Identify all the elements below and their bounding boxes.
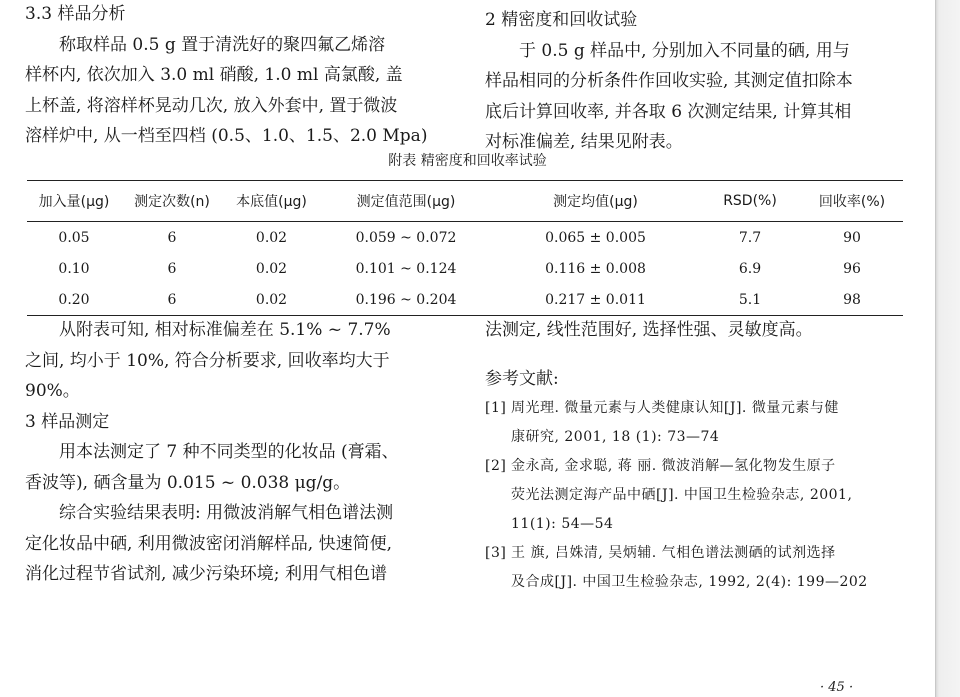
paragraph-line: 于 0.5 g 样品中, 分别加入不同量的硒, 用与 (519, 40, 850, 61)
reference-line: 11(1): 54—54 (511, 516, 614, 532)
paragraph-line: 香波等), 硒含量为 0.015 ~ 0.038 μg/g。 (25, 472, 351, 493)
table-cell: 0.05 (58, 229, 90, 246)
section-heading-sample-determination: 3 样品测定 (25, 411, 110, 432)
paragraph-line: 从附表可知, 相对标准偏差在 5.1% ~ 7.7% (59, 320, 391, 340)
reference-item (485, 452, 907, 539)
left-column-top (25, 0, 445, 152)
right-column-bottom (485, 315, 907, 597)
table-header-row (27, 181, 903, 222)
section-heading-sample-analysis: 3.3 样品分析 (25, 4, 126, 24)
reference-line: 金永高, 金求聪, 蒋 丽. 微波消解—氢化物发生原子 (511, 458, 836, 474)
column-header: 测定次数(n) (121, 181, 223, 222)
table-cell: 0.10 (58, 260, 90, 277)
reference-number: [3] (485, 545, 507, 561)
column-header: 测定均值(μg) (492, 181, 699, 222)
table-cell: 0.217 ± 0.011 (492, 284, 699, 316)
reference-item (485, 539, 907, 597)
paragraph-line: 对标准偏差, 结果见附表。 (485, 132, 683, 152)
right-column-top (485, 5, 907, 158)
column-header: 测定值范围(μg) (320, 181, 492, 222)
section-heading-precision: 2 精密度和回收试验 (485, 10, 638, 30)
paragraph-line: 样杯内, 依次加入 3.0 ml 硝酸, 1.0 ml 高氯酸, 盖 (25, 65, 403, 85)
page-number: · 45 · (820, 680, 854, 695)
table-caption: 附表 精密度和回收率试验 (388, 153, 547, 169)
column-header: 回收率(%) (801, 181, 903, 222)
reference-number: [1] (485, 400, 507, 416)
table-row (27, 284, 903, 316)
paragraph-line: 综合实验结果表明: 用微波消解气相色谱法测 (59, 503, 394, 523)
table-cell: 0.20 (27, 284, 121, 316)
table-cell: 0.101 ~ 0.124 (355, 260, 457, 277)
table-cell: 6.9 (738, 260, 762, 277)
table-cell: 0.02 (223, 284, 320, 316)
reference-line: 周光理. 微量元素与人类健康认知[J]. 微量元素与健 (511, 400, 839, 416)
column-header: 本底值(μg) (223, 181, 320, 222)
table-cell: 98 (801, 284, 903, 316)
table-cell: 0.02 (255, 260, 288, 277)
table-cell: 6 (167, 260, 177, 277)
paragraph-line: 法测定, 线性范围好, 选择性强、灵敏度高。 (485, 320, 813, 340)
table-row (27, 222, 903, 254)
table-cell: 0.02 (255, 229, 288, 246)
spacer (485, 346, 907, 364)
paragraph-line: 消化过程节省试剂, 减少污染环境; 利用气相色谱 (25, 564, 387, 584)
paragraph-line: 用本法测定了 7 种不同类型的化妆品 (膏霜、 (59, 442, 399, 462)
reference-line: 康研究, 2001, 18 (1): 73—74 (511, 429, 720, 445)
references-title: 参考文献: (485, 368, 559, 389)
reference-item (485, 394, 907, 452)
table-cell: 7.7 (738, 229, 762, 246)
paragraph-line: 90%。 (25, 381, 80, 401)
column-header: 加入量(μg) (27, 181, 121, 222)
paragraph-line: 称取样品 0.5 g 置于清洗好的聚四氟乙烯溶 (59, 34, 386, 55)
viewer-scrollbar[interactable] (935, 0, 960, 697)
paragraph-line: 样品相同的分析条件作回收实验, 其测定值扣除本 (485, 71, 853, 91)
table-row (27, 253, 903, 284)
paragraph-line: 定化妆品中硒, 利用微波密闭消解样品, 快速简便, (25, 533, 393, 554)
table-cell: 0.196 ~ 0.204 (320, 284, 492, 316)
paragraph-line: 之间, 均小于 10%, 符合分析要求, 回收率均大于 (25, 350, 390, 371)
reference-number: [2] (485, 458, 507, 474)
table-cell: 0.059 ~ 0.072 (355, 229, 457, 246)
reference-text (511, 452, 907, 539)
precision-recovery-table (27, 180, 903, 316)
reference-text (511, 539, 907, 597)
reference-line: 王 旗, 吕姝清, 吴炳辅. 气相色谱法测硒的试剂选择 (511, 545, 836, 561)
paragraph-line: 底后计算回收率, 并各取 6 次测定结果, 计算其相 (485, 101, 852, 122)
table-cell: 6 (121, 284, 223, 316)
column-header: RSD(%) (699, 181, 801, 222)
table-cell: 5.1 (699, 284, 801, 316)
table-cell: 96 (843, 260, 861, 277)
paragraph-line: 溶样炉中, 从一档至四档 (0.5、1.0、1.5、2.0 Mpa) (25, 126, 428, 146)
reference-text (511, 394, 907, 452)
left-column-bottom (25, 315, 445, 590)
paragraph-line: 上杯盖, 将溶样杯晃动几次, 放入外套中, 置于微波 (25, 95, 398, 116)
reference-line: 荧光法测定海产品中硒[J]. 中国卫生检验杂志, 2001, (511, 487, 853, 503)
table-cell: 0.116 ± 0.008 (545, 260, 646, 277)
table-cell: 90 (843, 229, 861, 246)
table-cell: 0.065 ± 0.005 (545, 229, 646, 246)
table-cell: 6 (167, 229, 177, 246)
reference-line: 及合成[J]. 中国卫生检验杂志, 1992, 2(4): 199—202 (511, 574, 868, 590)
